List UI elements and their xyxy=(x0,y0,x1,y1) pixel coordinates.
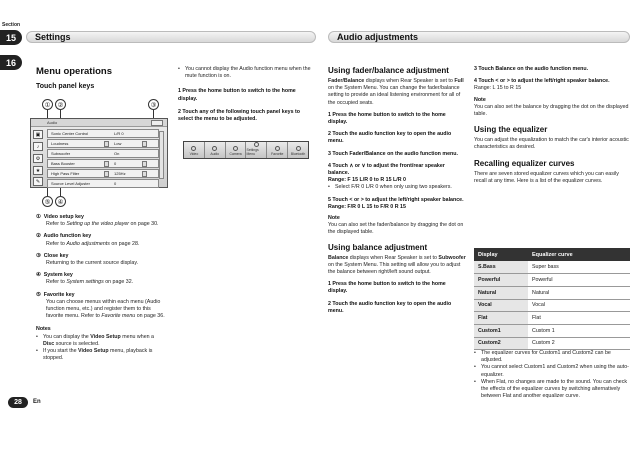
touch-panel-keys-subtitle: Touch panel keys xyxy=(36,83,95,90)
equalizer-bullets xyxy=(474,350,630,400)
header-settings xyxy=(26,31,316,43)
table-row: S.Bass Super bass xyxy=(474,261,630,274)
table-header-row xyxy=(474,248,630,261)
key-item: ① Video setup key Refer to Setting up the video player on page 30. xyxy=(36,214,159,228)
equalizer-title: Using the equalizer xyxy=(474,125,548,135)
screen-audio-label: Audio xyxy=(47,120,58,125)
header-audio-adjustments xyxy=(328,31,630,43)
step-2: 2 Touch any of the following touch panel keys to select the menu to be adjusted. xyxy=(178,108,301,123)
table-header-display: Display xyxy=(474,248,528,261)
balance-title: Using balance adjustment xyxy=(328,242,428,252)
table-row: Natural Natural xyxy=(474,286,630,299)
audio-key[interactable]: Audio xyxy=(205,142,226,158)
page-number: 28 xyxy=(8,397,28,408)
note-item: • If you start the Video Setup menu, playback is stopped. xyxy=(36,348,166,362)
eq-bullet: • You cannot select Custom1 and Custom2 when using the auto-equalizer. xyxy=(474,364,630,378)
balance-range: Range: F/R 0 L 15 to F/R 0 R 15 xyxy=(328,203,406,210)
eq-bullet: • The equalizer curves for Custom1 and Custom2 can be adjusted. xyxy=(474,350,630,364)
callout-2: ② xyxy=(55,99,66,110)
fader-bullet: • Select F/R 0 L/R 0 when only using two speakers. xyxy=(328,184,466,191)
fader-step-4: 4 Touch ∧ or ∨ to adjust the front/rear speaker balance. xyxy=(328,162,445,177)
audio-menu-screen xyxy=(30,118,168,188)
table-row: Custom1 Custom 1 xyxy=(474,324,630,337)
scrollbar[interactable] xyxy=(159,131,164,179)
equalizer-text: You can adjust the equalization to match the car's interior acoustic characteristics as desired. xyxy=(474,137,629,151)
menu-row[interactable]: Source Level Adjuster 0 xyxy=(47,179,159,188)
fader-step-3: 3 Touch Fader/Balance on the audio function menu. xyxy=(328,150,458,157)
favorite-key-icon[interactable]: ★ xyxy=(33,166,43,175)
menu-row[interactable]: Subwoofer On xyxy=(47,149,159,158)
fader-range: Range: F 15 L/R 0 to R 15 L/R 0 xyxy=(328,177,406,184)
callout-3: ③ xyxy=(148,99,159,110)
audio-function-key-icon[interactable]: ♪ xyxy=(33,142,43,151)
balance-note-text: You can also set the balance by dragging the dot on the displayed table. xyxy=(474,103,629,118)
key-item: ③ Close key Returning to the current source display. xyxy=(36,252,139,267)
table-row: Vocal Vocal xyxy=(474,299,630,312)
menu-row[interactable]: Bass Booster 0 xyxy=(47,159,159,168)
section-label: Section xyxy=(2,22,21,28)
fader-note-text: You can also set the fader/balance by dragging the dot on the displayed table. xyxy=(328,222,464,236)
settings-icon[interactable]: ✎ xyxy=(33,177,43,186)
menu-row[interactable]: High Pass Filter 125Hz xyxy=(47,169,159,178)
menu-operations-title: Menu operations xyxy=(36,66,113,77)
equalizer-section xyxy=(474,66,630,185)
mute-note: • You cannot display the Audio function menu when the mute function is on. xyxy=(178,66,316,80)
recall-title: Recalling equalizer curves xyxy=(474,158,575,168)
balance-step-2: 2 Touch the audio function key to open the audio menu. xyxy=(328,300,452,314)
mid-text xyxy=(178,66,316,123)
fader-step-1: 1 Press the home button to switch to the home display. xyxy=(328,111,446,126)
bluetooth-key[interactable]: Bluetooth xyxy=(288,142,308,158)
table-row: Flat Flat xyxy=(474,312,630,325)
key-item: ② Audio function key Refer to Audio adjustments on page 28. xyxy=(36,233,140,247)
header-audio-title: Audio adjustments xyxy=(337,32,419,42)
notes-title: Notes xyxy=(36,326,51,333)
balance-step-3: 3 Touch Balance on the audio function menu. xyxy=(474,66,589,72)
note-item: • You can display the Video Setup menu when a Disc source is selected. xyxy=(36,334,166,348)
system-key-icon[interactable]: ⚙ xyxy=(33,154,43,163)
language-label: En xyxy=(33,399,41,405)
key-item: ⑤ Favorite key You can choose menus within each menu (Audio function menu, etc.) and register them to this favorite menu. Refer to Favorite menu on page 36. xyxy=(36,291,165,320)
settings-menu-key[interactable]: Settings Menu xyxy=(246,142,267,158)
balance-step-1: 1 Press the home button to switch to the home display. xyxy=(328,281,446,295)
key-descriptions xyxy=(36,214,166,362)
fader-title: Using fader/balance adjustment xyxy=(328,66,449,75)
balance-note-title: Note xyxy=(474,96,486,103)
audio-function-bar xyxy=(183,141,309,159)
balance-step-4: 4 Touch < or > to adjust the left/right speaker balance. xyxy=(474,78,610,85)
video-key[interactable]: Video xyxy=(184,142,205,158)
eq-bullet: • When Flat, no changes are made to the sound. You can check the effects of the equalizer curves by switching alternatively between Flat and another equalizer curve. xyxy=(474,379,630,401)
table-row: Custom2 Custom 2 xyxy=(474,337,630,350)
callout-5: ⑤ xyxy=(42,196,53,207)
fader-intro: Fader/Balance displays when Rear Speaker is set to Full on the System Menu. You can change the fader/balance setting to provide an ideal listening environment for all of the occupied seats. xyxy=(328,78,464,106)
balance-range-lr: Range: L 15 to R 15 xyxy=(474,85,522,92)
section-number-16: 16 xyxy=(0,55,22,70)
callout-1: ① xyxy=(42,99,53,110)
table-header-curve: Equalizer curve xyxy=(528,248,630,261)
close-key[interactable] xyxy=(151,120,163,126)
balance-intro: Balance displays when Rear Speaker is set to Subwoofer on the System Menu. This setting will allow you to adjust the balance between right/left sound output. xyxy=(328,254,466,276)
equalizer-table xyxy=(474,248,630,350)
video-setup-key-icon[interactable]: ▣ xyxy=(33,130,43,139)
fader-note-title: Note xyxy=(328,215,340,222)
menu-row[interactable]: Sonic Center Control L/R 0 xyxy=(47,129,159,138)
fader-balance-section xyxy=(328,66,466,315)
fader-step-5: 5 Touch < or > to adjust the left/right speaker balance. xyxy=(328,196,464,203)
recall-text: There are seven stored equalizer curves which you can easily recall at any time. Here is a list of the equalizer curves. xyxy=(474,170,619,184)
table-row: Powerful Powerful xyxy=(474,274,630,287)
callout-4: ④ xyxy=(55,196,66,207)
step-1: 1 Press the home button to switch to the home display. xyxy=(178,88,296,102)
camera-key[interactable]: Camera xyxy=(226,142,247,158)
key-item: ④ System key Refer to System settings on page 32. xyxy=(36,272,134,286)
section-number-15: 15 xyxy=(0,30,22,45)
menu-row[interactable]: Loudness Low xyxy=(47,139,159,148)
fader-step-2: 2 Touch the audio function key to open the audio menu. xyxy=(328,131,452,145)
favorite-key[interactable]: Favorite xyxy=(267,142,288,158)
header-settings-title: Settings xyxy=(35,32,71,42)
